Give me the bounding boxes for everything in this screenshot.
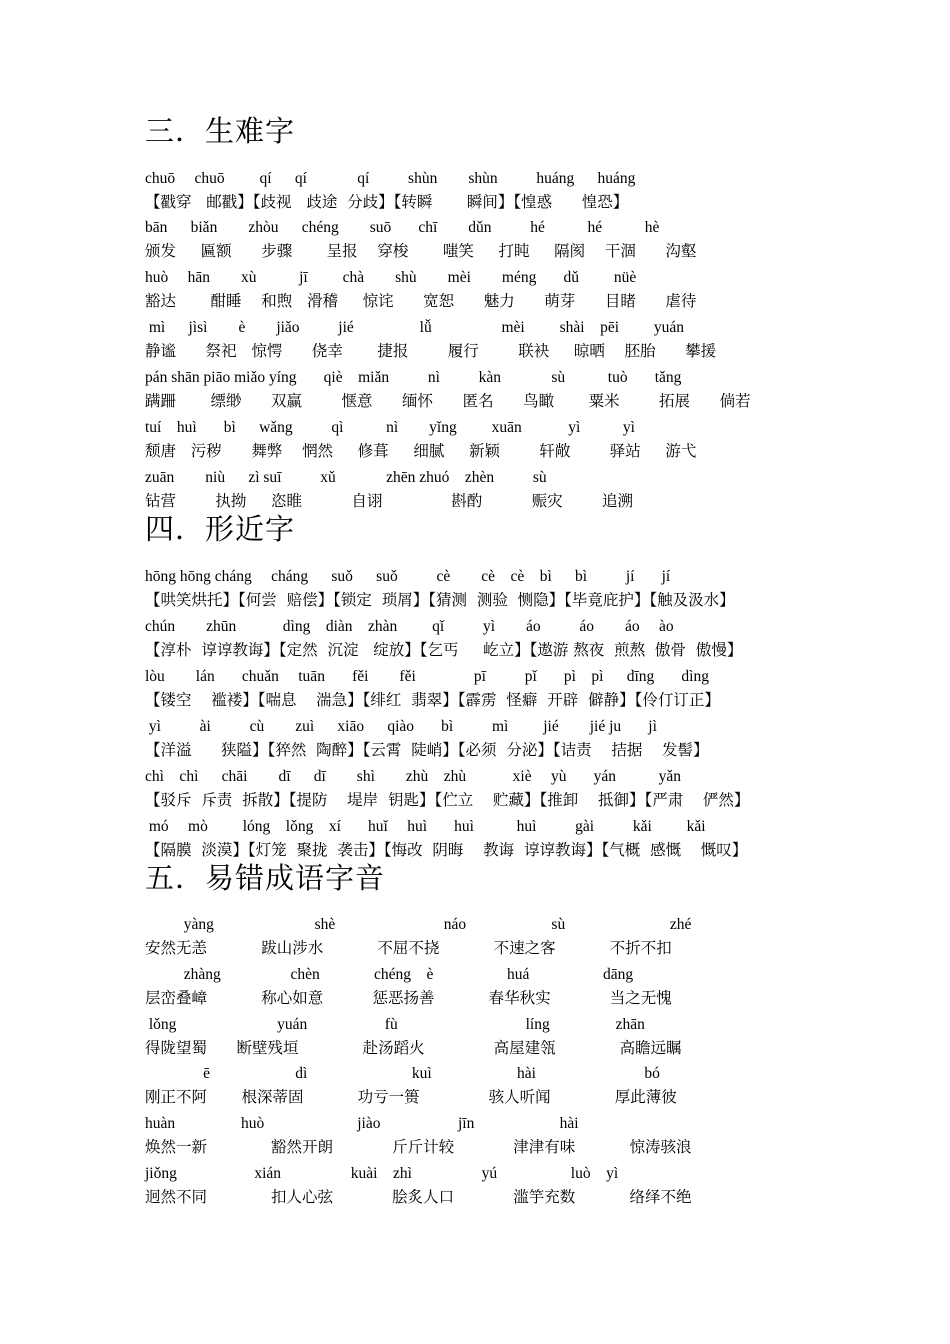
hanzi-line: 【驳斥 斥责 拆散】【提防 堤岸 钥匙】【伫立 贮藏】【推卸 抵御】【严肃 俨然】 — [145, 791, 750, 809]
hanzi-line: 得陇望蜀 断壁残垣 赴汤蹈火 高屋建瓴 高瞻远瞩 — [145, 1039, 682, 1057]
hanzi-line: 钻营 执拗 恣睢 自诩 斟酌 赈灾 追溯 — [145, 492, 633, 510]
pinyin-line: yì ài cù zuì xiāo qiào bì mì jié jié ju jì — [145, 718, 657, 735]
pinyin-line: pán shān piāo miǎo yíng qiè miǎn nì kàn sù tuò tǎng — [145, 369, 682, 386]
pinyin-line: lǒng yuán fù líng zhān — [145, 1016, 645, 1033]
hanzi-line: 层峦叠嶂 称心如意 惩恶扬善 春华秋实 当之无愧 — [145, 989, 672, 1007]
pinyin-line: tuí huì bì wǎng qì nì yǐng xuān yì yì — [145, 419, 635, 436]
hanzi-line: 安然无恙 跋山涉水 不屈不挠 不速之客 不折不扣 — [145, 939, 672, 957]
section-heading-3: 三．生难字 — [145, 114, 296, 148]
hanzi-line: 颁发 匾额 步骤 呈报 穿梭 嗤笑 打盹 隔阂 干涸 沟壑 — [145, 242, 697, 260]
pinyin-line: hōng hōng cháng cháng suǒ suǒ cè cè cè bì bì jí jí — [145, 568, 671, 585]
hanzi-line: 豁达 酣睡 和煦 滑稽 惊诧 宽恕 魅力 萌芽 目睹 虐待 — [145, 292, 697, 310]
hanzi-line: 【镂空 褴褛】【喘息 湍急】【绯红 翡翠】【霹雳 怪癖 开辟 僻静】【伶仃订正】 — [145, 691, 720, 709]
hanzi-line: 静谧 祭祀 惊愕 侥幸 捷报 履行 联袂 晾晒 胚胎 攀援 — [145, 342, 717, 360]
hanzi-line: 【洋溢 狭隘】【猝然 陶醉】【云霄 陡峭】【必须 分泌】【诘责 拮据 发髻】 — [145, 741, 709, 759]
pinyin-line: zuān niù zì suī xǔ zhēn zhuó zhèn sù — [145, 469, 547, 486]
hanzi-line: 【隔膜 淡漠】【灯笼 聚拢 袭击】【悔改 阴晦 教诲 谆谆教诲】【气概 感慨 慨叹】 — [145, 841, 748, 859]
pinyin-line: lòu lán chuǎn tuān fěi fěi pī pǐ pì pì dīng dìng — [145, 668, 709, 685]
hanzi-line: 【戳穿 邮戳】【歧视 歧途 分歧】【转瞬 瞬间】【惶惑 惶恐】 — [145, 193, 629, 211]
pinyin-line: ē dì kuì hài bó — [145, 1065, 660, 1082]
pinyin-line: mó mò lóng lǒng xí huǐ huì huì huì gài kǎi kǎi — [145, 818, 706, 835]
pinyin-line: chì chì chāi dī dī shì zhù zhù xiè yù yán yǎn — [145, 768, 681, 785]
pinyin-line: zhàng chèn chéng è huá dāng — [145, 966, 634, 983]
hanzi-line: 蹒跚 缥缈 双赢 惬意 缅怀 匿名 鸟瞰 粟米 拓展 倘若 — [145, 392, 751, 410]
pinyin-line: huò hān xù jī chà shù mèi méng dǔ nüè — [145, 269, 637, 286]
pinyin-line: yàng shè náo sù zhé — [145, 916, 692, 933]
hanzi-line: 刚正不阿 根深蒂固 功亏一篑 骇人听闻 厚此薄彼 — [145, 1088, 677, 1106]
pinyin-line: huàn huò jiào jīn hài — [145, 1115, 579, 1132]
hanzi-line: 迥然不同 扣人心弦 脍炙人口 滥竽充数 络绎不绝 — [145, 1188, 692, 1206]
pinyin-line: chún zhūn dìng diàn zhàn qǐ yì áo áo áo ào — [145, 618, 674, 635]
pinyin-line: jiǒng xián kuài zhì yú luò yì — [145, 1165, 619, 1182]
hanzi-line: 颓唐 污秽 舞弊 惘然 修葺 细腻 新颖 轩敞 驿站 游弋 — [145, 442, 697, 460]
section-heading-5: 五．易错成语字音 — [145, 861, 386, 895]
pinyin-line: bān biǎn zhòu chéng suō chī dǔn hé hé hè — [145, 219, 660, 236]
hanzi-line: 焕然一新 豁然开朗 斤斤计较 津津有味 惊涛骇浪 — [145, 1138, 692, 1156]
pinyin-line: chuō chuō qí qí qí shùn shùn huáng huáng — [145, 170, 636, 187]
pinyin-line: mì jìsì è jiǎo jié lǚ mèi shài pēi yuán — [145, 319, 685, 336]
section-heading-4: 四．形近字 — [145, 512, 296, 546]
hanzi-line: 【哄笑烘托】【何尝 赔偿】【锁定 琐屑】【猜测 测验 恻隐】【毕竟庇护】【触及汲水】 — [145, 591, 735, 609]
hanzi-line: 【淳朴 谆谆教诲】【定然 沉淀 绽放】【乞丐 屹立】【遨游 熬夜 煎熬 傲骨 傲慢】 — [145, 641, 743, 659]
